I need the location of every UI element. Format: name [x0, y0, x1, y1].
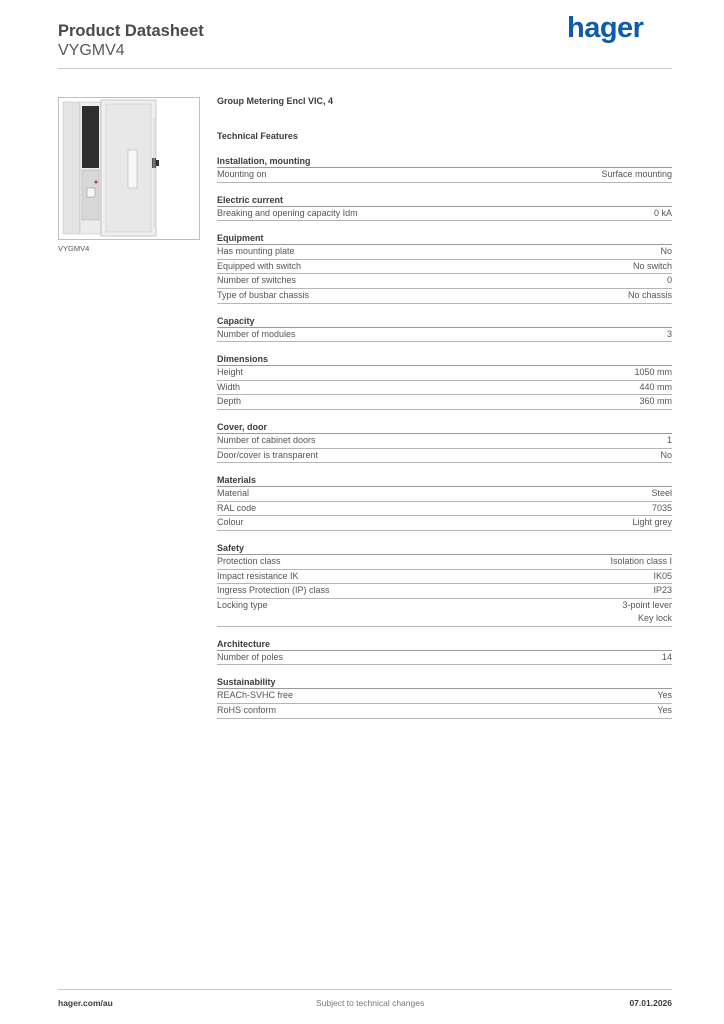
section-title: Installation, mounting	[217, 155, 672, 168]
feature-row	[217, 570, 672, 585]
feature-label: Impact resistance IK	[217, 570, 299, 581]
feature-value: 0	[666, 275, 672, 286]
section-title: Equipment	[217, 232, 672, 245]
section-title: Architecture	[217, 638, 672, 651]
feature-label: Number of cabinet doors	[217, 434, 316, 445]
feature-value: Yes	[657, 690, 672, 701]
feature-label: Number of poles	[217, 651, 284, 662]
feature-value: Isolation class I	[610, 555, 672, 566]
feature-label: Ingress Protection (IP) class	[217, 585, 330, 596]
feature-row	[217, 584, 672, 599]
feature-label: Door/cover is transparent	[217, 449, 319, 460]
feature-row	[217, 260, 672, 275]
document-title: Product Datasheet	[58, 22, 204, 40]
feature-label: Depth	[217, 396, 242, 407]
feature-value: Steel	[651, 488, 672, 499]
header-divider	[58, 68, 672, 69]
feature-value: No	[660, 449, 672, 460]
feature-label: RoHS conform	[217, 705, 277, 716]
feature-value: 360 mm	[639, 396, 672, 407]
technical-features-title: Technical Features	[217, 131, 298, 141]
feature-value: No switch	[632, 260, 672, 271]
feature-label: Height	[217, 367, 244, 378]
feature-value: Yes	[657, 705, 672, 716]
product-image	[58, 97, 200, 240]
section-title: Sustainability	[217, 676, 672, 689]
enclosure-illustration	[59, 98, 199, 239]
feature-row	[217, 366, 672, 381]
feature-label: REACh-SVHC free	[217, 690, 294, 701]
feature-section	[217, 421, 672, 463]
feature-row	[217, 555, 672, 570]
feature-value: Light grey	[632, 517, 672, 528]
feature-row	[217, 599, 672, 627]
feature-row	[217, 502, 672, 517]
feature-section	[217, 353, 672, 410]
feature-row	[217, 434, 672, 449]
feature-row	[217, 168, 672, 183]
feature-row	[217, 328, 672, 343]
feature-row	[217, 395, 672, 410]
feature-value: 3	[666, 328, 672, 339]
image-caption: VYGMV4	[58, 244, 90, 253]
feature-value: 1050 mm	[634, 367, 672, 378]
feature-row	[217, 274, 672, 289]
feature-row	[217, 689, 672, 704]
document-header	[58, 21, 204, 60]
feature-label: Has mounting plate	[217, 246, 295, 257]
feature-section	[217, 155, 672, 183]
feature-section	[217, 232, 672, 303]
feature-sections	[217, 155, 672, 719]
feature-row	[217, 651, 672, 666]
feature-label: RAL code	[217, 502, 257, 513]
section-title: Electric current	[217, 194, 672, 207]
feature-row	[217, 516, 672, 531]
section-title: Safety	[217, 542, 672, 555]
technical-content	[217, 95, 672, 730]
feature-row	[217, 704, 672, 719]
feature-section	[217, 315, 672, 343]
feature-row	[217, 487, 672, 502]
product-code: VYGMV4	[58, 42, 125, 59]
feature-section	[217, 638, 672, 666]
hager-logo	[567, 12, 643, 45]
feature-value: 7035	[651, 502, 672, 513]
feature-row	[217, 381, 672, 396]
feature-label: Locking type	[217, 599, 268, 610]
feature-label: Number of modules	[217, 328, 296, 339]
feature-value: IK05	[653, 570, 672, 581]
feature-value: IP23	[653, 585, 672, 596]
footer-website-link[interactable]: hager.com/au	[58, 998, 113, 1008]
feature-row	[217, 289, 672, 304]
feature-label: Equipped with switch	[217, 260, 302, 271]
feature-value: Surface mounting	[601, 169, 672, 179]
feature-row	[217, 245, 672, 260]
feature-value: No	[660, 246, 672, 257]
feature-value: 14	[661, 651, 672, 662]
feature-label: Breaking and opening capacity Idm	[217, 207, 358, 218]
footer-date: 07.01.2026	[629, 998, 672, 1008]
section-title: Cover, door	[217, 421, 672, 434]
section-title: Capacity	[217, 315, 672, 328]
feature-value: 3-point lever Key lock	[622, 599, 672, 624]
section-title: Materials	[217, 474, 672, 487]
footer-divider	[58, 989, 672, 990]
feature-section	[217, 474, 672, 531]
feature-value: No chassis	[627, 289, 672, 300]
feature-label: Width	[217, 381, 241, 392]
feature-value: 1	[666, 434, 672, 445]
feature-label: Number of switches	[217, 275, 297, 286]
section-title: Dimensions	[217, 353, 672, 366]
feature-section	[217, 676, 672, 718]
logo-text: hager	[567, 12, 644, 44]
product-name: Group Metering Encl VIC, 4	[217, 96, 334, 106]
feature-section	[217, 194, 672, 222]
feature-value: 440 mm	[639, 381, 672, 392]
feature-row	[217, 449, 672, 464]
footer-note: Subject to technical changes	[316, 998, 425, 1008]
feature-label: Type of busbar chassis	[217, 289, 310, 300]
feature-value: 0 kA	[653, 207, 672, 218]
feature-label: Colour	[217, 517, 244, 528]
feature-label: Material	[217, 488, 250, 499]
feature-label: Protection class	[217, 555, 281, 566]
feature-section	[217, 542, 672, 627]
feature-row	[217, 207, 672, 222]
feature-label: Mounting on	[217, 169, 267, 179]
